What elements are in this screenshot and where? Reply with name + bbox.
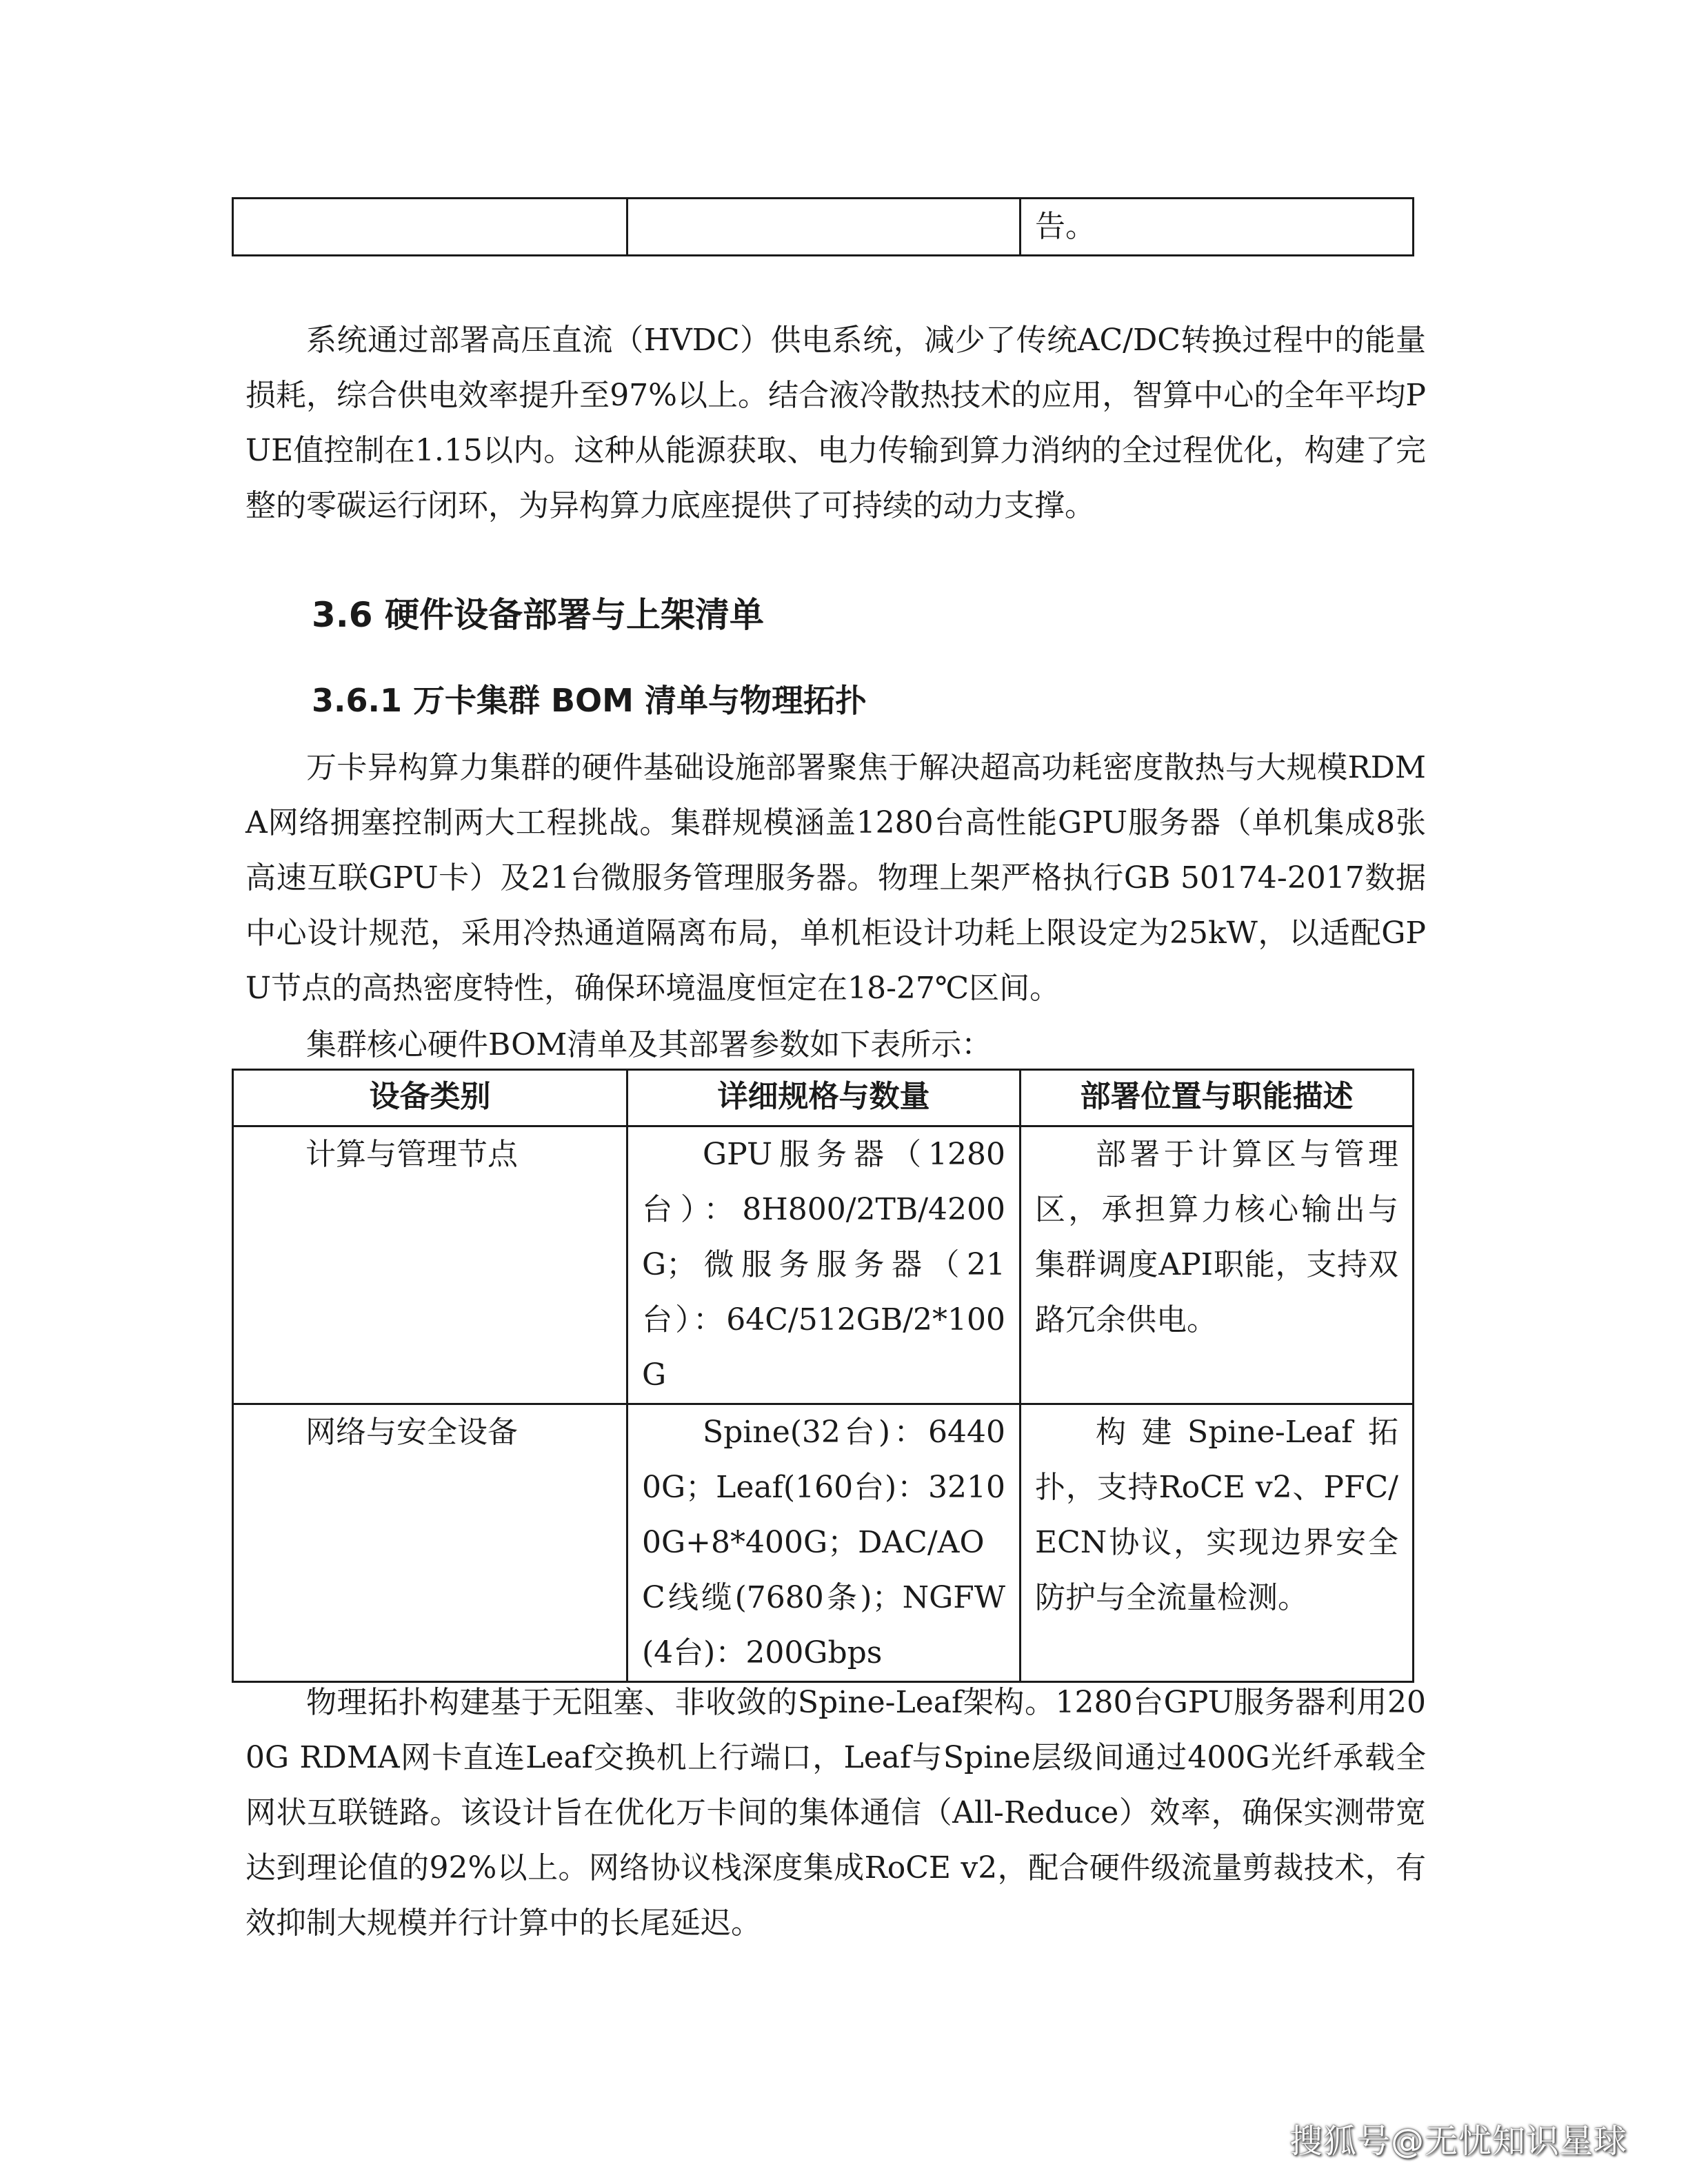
- spec-cell: Spine(32台)：64400G；Leaf(160台)：32100G+8*400G；DAC/AOC线缆(7680条)；NGFW(4台)：200Gbps: [627, 1404, 1021, 1682]
- category-cell: 计算与管理节点: [233, 1126, 627, 1404]
- category-cell: 网络与安全设备: [233, 1404, 627, 1682]
- table-caption: 集群核心硬件BOM清单及其部署参数如下表所示：: [306, 1027, 992, 1062]
- watermark: 搜狐号@无忧知识星球: [1289, 2122, 1627, 2161]
- table-row: [233, 1126, 1414, 1404]
- table-row: [233, 199, 1414, 256]
- table-cell: 告。: [1021, 199, 1414, 256]
- table-cell: [233, 199, 627, 256]
- description-cell: 构建Spine-Leaf拓扑，支持RoCE v2、PFC/ECN协议，实现边界安全防护与全流量检测。: [1021, 1404, 1414, 1682]
- bom-table: [232, 1069, 1414, 1683]
- description-cell: 部署于计算区与管理区，承担算力核心输出与集群调度API职能，支持双路冗余供电。: [1021, 1126, 1414, 1404]
- column-header: 部署位置与职能描述: [1021, 1070, 1414, 1126]
- table-header-row: [233, 1070, 1414, 1126]
- table-row: [233, 1404, 1414, 1682]
- table-cell: [627, 199, 1021, 256]
- spec-cell: GPU服务器（1280台）：8H800/2TB/4200G；微服务服务器（21台）：64C/512GB/2*100G: [627, 1126, 1021, 1404]
- paragraph-topology: 物理拓扑构建基于无阻塞、非收敛的Spine-Leaf架构。1280台GPU服务器利用200G RDMA网卡直连Leaf交换机上行端口，Leaf与Spine层级间通过400G光纤承载全网状互联链路。该设计旨在优化万卡间的集体通信（All-Reduce）效率，确保实测带宽达到理论值的92%以上。网络协议栈深度集成RoCE v2，配合硬件级流量剪裁技术，有效抑制大规模并行计算中的长尾延迟。: [245, 1685, 1426, 1941]
- continued-table: [232, 197, 1414, 256]
- paragraph-bom-intro: 万卡异构算力集群的硬件基础设施部署聚焦于解决超高功耗密度散热与大规模RDMA网络拥塞控制两大工程挑战。集群规模涵盖1280台高性能GPU服务器（单机集成8张高速互联GPU卡）及21台微服务管理服务器。物理上架严格执行GB 50174-2017数据中心设计规范，采用冷热通道隔离布局，单机柜设计功耗上限设定为25kW，以适配GPU节点的高热密度特性，确保环境温度恒定在18-27℃区间。: [245, 750, 1426, 1006]
- subsection-heading: 3.6.1 万卡集群 BOM 清单与物理拓扑: [312, 682, 867, 719]
- column-header: 设备类别: [233, 1070, 627, 1126]
- paragraph-hvdc: 系统通过部署高压直流（HVDC）供电系统，减少了传统AC/DC转换过程中的能量损耗，综合供电效率提升至97%以上。结合液冷散热技术的应用，智算中心的全年平均PUE值控制在1.15以内。这种从能源获取、电力传输到算力消纳的全过程优化，构建了完整的零碳运行闭环，为异构算力底座提供了可持续的动力支撑。: [245, 323, 1426, 523]
- column-header: 详细规格与数量: [627, 1070, 1021, 1126]
- section-heading: 3.6 硬件设备部署与上架清单: [312, 595, 764, 635]
